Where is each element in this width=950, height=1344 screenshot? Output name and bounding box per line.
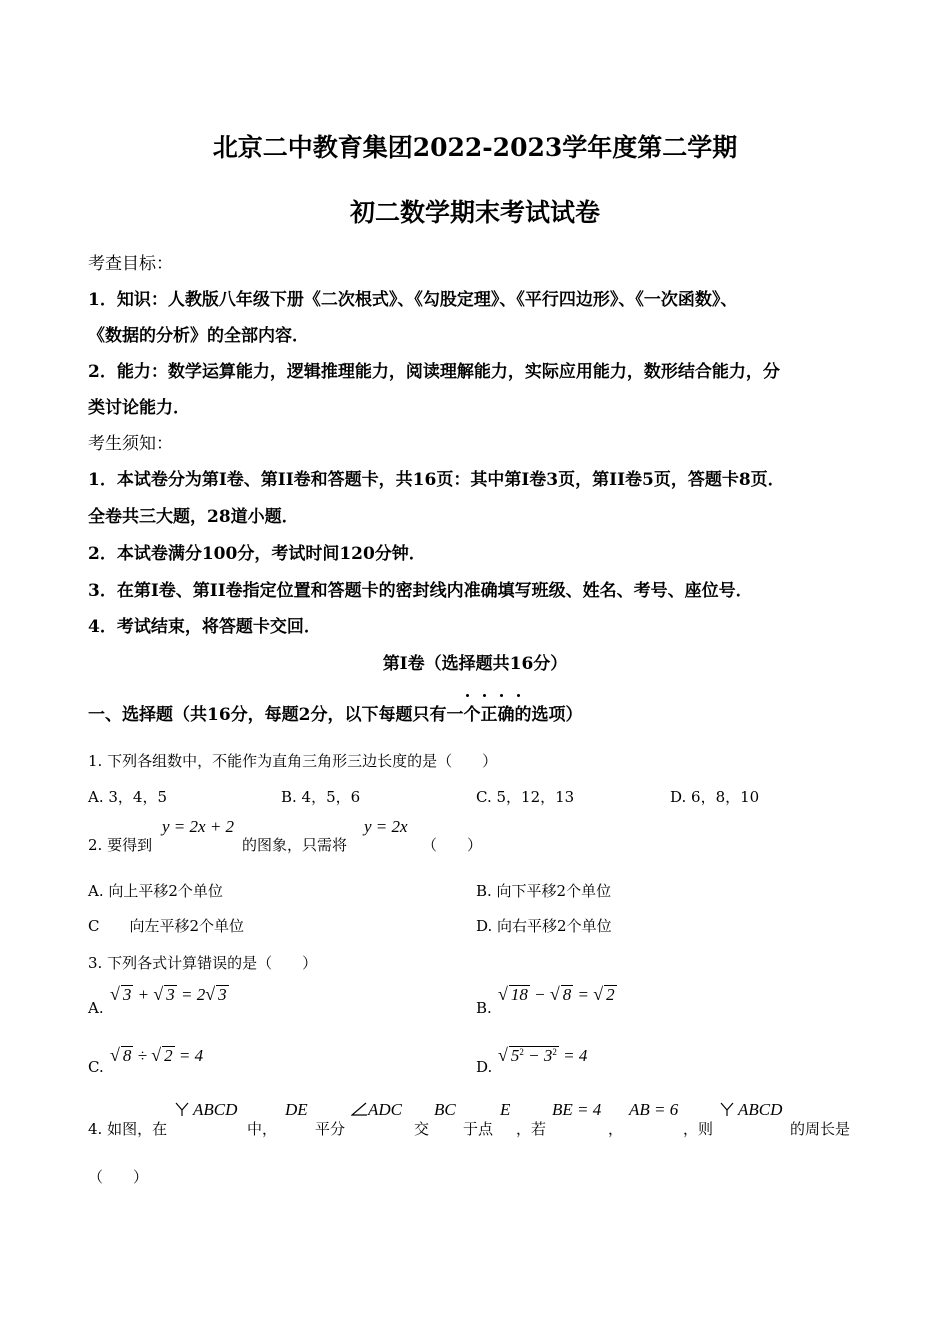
q4-text-4: 于点 [463, 1120, 494, 1138]
q2-option-a: A. 向上平移2个单位 [88, 882, 223, 900]
q4-text-6: ， [608, 1120, 624, 1138]
objective-2: 2．能力：数学运算能力，逻辑推理能力，阅读理解能力，实际应用能力，数形结合能力，分 [88, 362, 780, 382]
exam-title-line1: 北京二中教育集团2022-2023学年度第二学期 [212, 133, 738, 162]
q3-option-c-label: C. [88, 1058, 104, 1076]
q4-parallelogram-name: ABCD [193, 1100, 238, 1119]
q1-option-b: B. 4，5，6 [281, 788, 361, 806]
q4-segment-de: DE [285, 1100, 308, 1119]
q3-option-d-formula: √ $5^2 - 3^2 = 4$ [498, 1045, 588, 1065]
q4-text-3: 交 [414, 1120, 430, 1138]
part-heading-prefix: 一、选择题（共16分，每题2分，以下每题 [88, 705, 413, 725]
emphasis-dot [466, 694, 469, 697]
notice-2: 2．本试卷满分100分，考试时间120分钟． [88, 544, 426, 564]
q1-option-d: D. 6，8，10 [670, 788, 760, 806]
q4-text-8: 的周长是 [790, 1120, 851, 1138]
volume-title: 第Ⅰ卷（选择题共16分） [382, 654, 568, 674]
q4-condition-be: BE = 4 [552, 1100, 602, 1119]
q1-stem: 1. 下列各组数中，不能作为直角三角形三边长度的是（ ） [88, 752, 498, 770]
emphasis-dot [483, 694, 486, 697]
q3-option-d-label: D. [476, 1058, 493, 1076]
q4-point-e: E [500, 1100, 511, 1119]
exam-title-line2: 初二数学期末考试试卷 [349, 198, 600, 227]
part-heading-suffix: 正确的选项） [480, 705, 583, 725]
q3-option-b-formula: √ 18 − √ 8 = √ 2 [498, 984, 615, 1004]
q4-text-5: ，若 [516, 1120, 547, 1138]
q4-segment-bc: BC [434, 1100, 456, 1119]
q3-option-a-label: A. [88, 999, 104, 1017]
part-heading-emphasis: 只有一个 [412, 705, 481, 725]
part-heading [88, 700, 583, 725]
objective-1-cont: 《数据的分析》的全部内容． [88, 326, 309, 346]
q2-option-d: D. 向右平移2个单位 [476, 917, 612, 935]
notice-4: 4．考试结束，将答题卡交回． [88, 617, 321, 637]
q2-stem-mid: 的图象，只需将 [242, 836, 348, 854]
q2-stem-pre: 2. 要得到 [88, 836, 153, 854]
q2-option-c: C 向左平移2个单位 [88, 917, 245, 935]
q4-condition-ab: AB = 6 [629, 1100, 679, 1119]
q3-option-b-label: B. [476, 999, 492, 1017]
q4-angle-adc: ADC [368, 1100, 402, 1119]
parallelogram-icon [175, 1101, 189, 1120]
emphasis-dot [500, 694, 503, 697]
q4-text-1: 中， [247, 1120, 278, 1138]
q4-stem-pre: 4. 如图，在 [88, 1120, 168, 1138]
notice-3: 3．在第Ⅰ卷、第II卷指定位置和答题卡的密封线内准确填写班级、姓名、考号、座位号． [88, 581, 753, 601]
objective-1: 1．知识：人教版八年级下册《二次根式》、《勾股定理》、《平行四边形》、《一次函数》、 [88, 290, 738, 310]
q2-expr-source: y = 2x [364, 817, 408, 836]
q2-expr-target: y = 2x + 2 [162, 817, 235, 836]
q2-option-b: B. 向下平移2个单位 [476, 882, 612, 900]
q4-text-7: ，则 [683, 1120, 714, 1138]
notice-1: 1．本试卷分为第Ⅰ卷、第II卷和答题卡，共16页：其中第Ⅰ卷3页，第II卷5页，答题卡8页． [88, 470, 785, 490]
q4-text-2: 平分 [315, 1120, 346, 1138]
q1-option-a: A. 3，4，5 [88, 788, 167, 806]
q4-parallelogram-name-2: ABCD [738, 1100, 783, 1119]
objectives-heading: 考查目标： [88, 254, 173, 274]
notice-1-cont: 全卷共三大题，28道小题． [88, 507, 299, 527]
notice-heading: 考生须知： [88, 434, 173, 454]
objective-2-cont: 类讨论能力． [88, 398, 190, 418]
q3-option-c-formula: √ 8 ÷ √ 2 = 4 [110, 1045, 204, 1065]
q1-option-c: C. 5，12，13 [476, 788, 575, 806]
q3-stem: 3. 下列各式计算错误的是（ ） [88, 954, 318, 972]
q2-stem-paren: （ ） [422, 836, 483, 854]
angle-icon [351, 1101, 367, 1120]
emphasis-dot [517, 694, 520, 697]
q3-option-a-formula: √ 3 + √ 3 = 2√ 3 [110, 984, 227, 1004]
q4-answer-paren: （ ） [88, 1168, 149, 1186]
parallelogram-icon [720, 1101, 734, 1120]
